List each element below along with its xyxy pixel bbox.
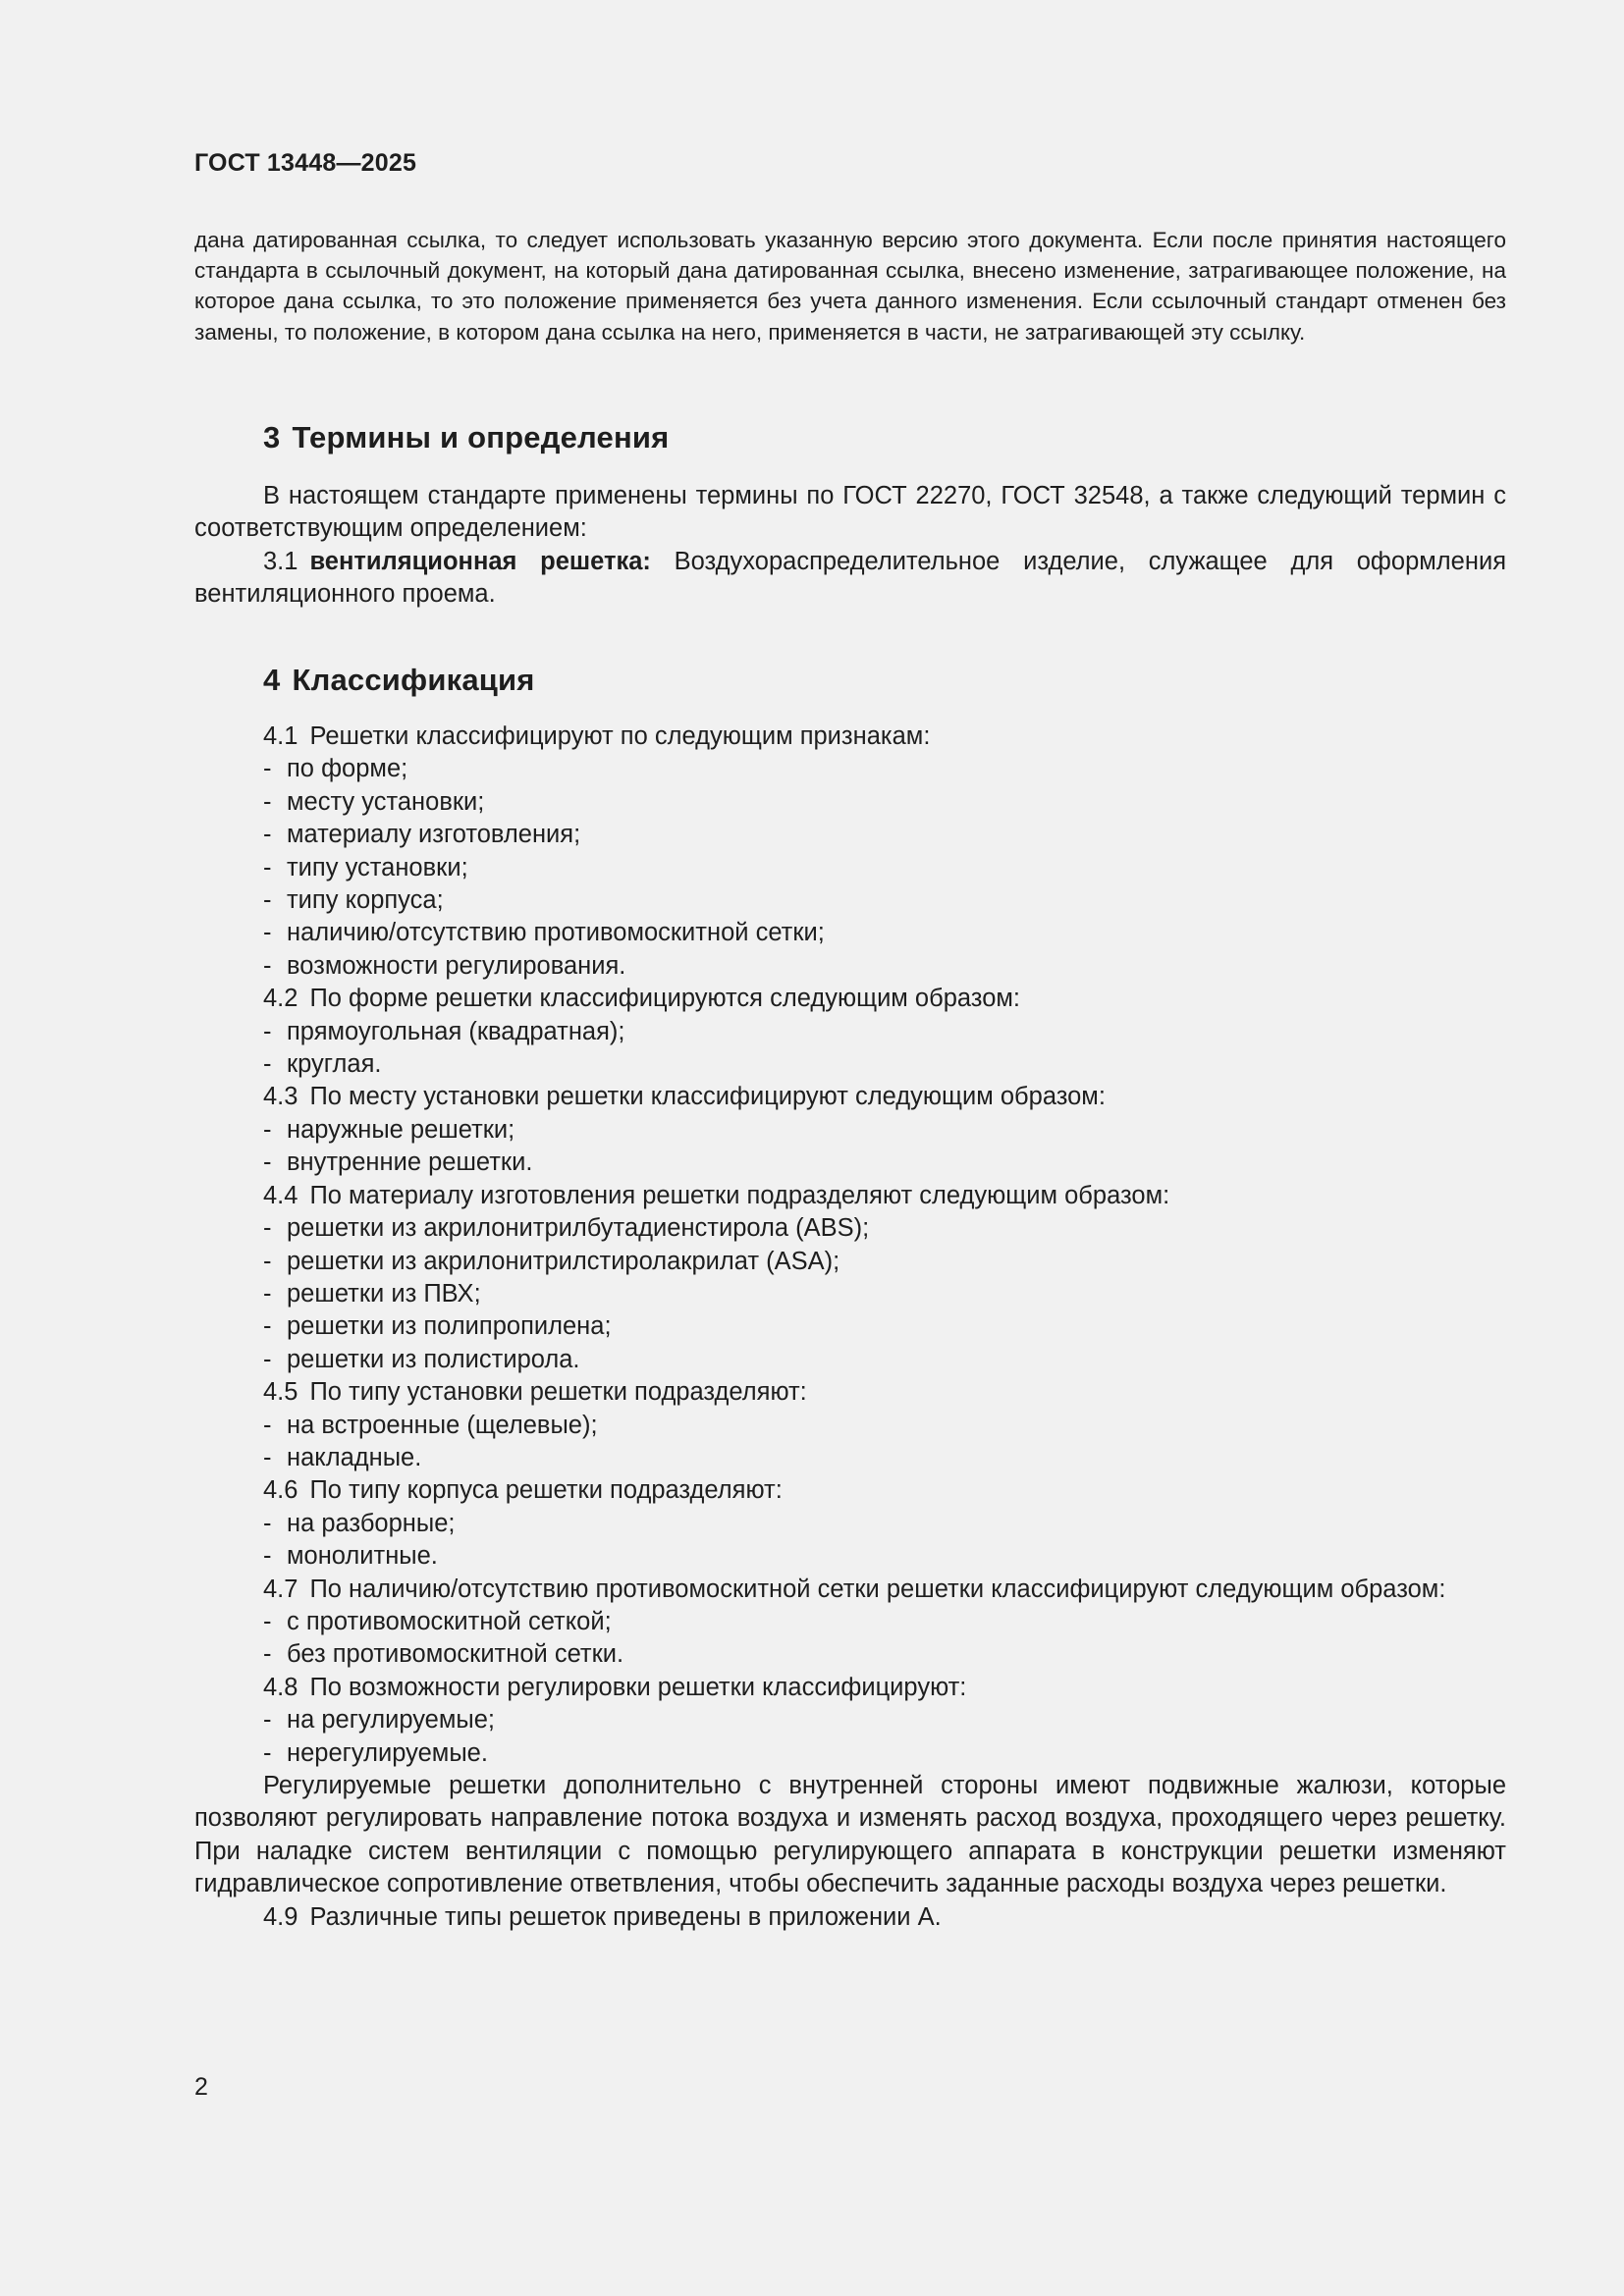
list-item [194, 1606, 1506, 1638]
list-item-text: решетки из полипропилена; [287, 1312, 612, 1341]
list-dash: - [263, 1411, 272, 1439]
term-3-1 [194, 546, 1506, 612]
clause-4-6 [194, 1474, 1506, 1507]
list-item [194, 1278, 1506, 1310]
clause-4-7 [194, 1574, 1506, 1606]
document-header: ГОСТ 13448—2025 [194, 149, 417, 177]
list-item-text: решетки из акрилонитрилстиролакрилат (ASA); [287, 1247, 840, 1275]
list-item [194, 884, 1506, 917]
list-item-text: внутренние решетки. [287, 1148, 533, 1177]
clause-4-8 [194, 1672, 1506, 1704]
clause-4-3 [194, 1081, 1506, 1113]
list-dash: - [263, 1443, 272, 1471]
clause-4-2-number: 4.2 [263, 985, 298, 1013]
list-item-text: решетки из ПВХ; [287, 1279, 481, 1308]
list-item [194, 1212, 1506, 1245]
list-item [194, 1508, 1506, 1540]
list-item [194, 1048, 1506, 1081]
list-item-text: на встроенные (щелевые); [287, 1411, 598, 1439]
intro-paragraph [194, 225, 1506, 347]
list-dash: - [263, 787, 272, 816]
list-item [194, 1246, 1506, 1278]
clause-4-8-number: 4.8 [263, 1673, 298, 1701]
clause-4-1-number: 4.1 [263, 722, 298, 750]
list-item-text: наличию/отсутствию противомоскитной сетки; [287, 919, 825, 947]
list-item-text: накладные. [287, 1443, 422, 1471]
list-item-text: материалу изготовления; [287, 821, 581, 849]
clause-4-3-number: 4.3 [263, 1083, 298, 1111]
clause-4-1 [194, 721, 1506, 753]
clause-4-6-number: 4.6 [263, 1476, 298, 1505]
list-item [194, 1638, 1506, 1671]
list-item-text: решетки из акрилонитрилбутадиенстирола (ABS); [287, 1214, 870, 1243]
list-dash: - [263, 1607, 272, 1635]
clause-4-5 [194, 1376, 1506, 1409]
list-item [194, 1114, 1506, 1147]
list-item-text: по форме; [287, 755, 408, 783]
list-item [194, 1147, 1506, 1179]
section-3-heading [263, 420, 669, 455]
list-item [194, 753, 1506, 785]
list-item [194, 950, 1506, 983]
clause-4-3-text: По месту установки решетки классифицируют следующим образом: [309, 1083, 1106, 1111]
list-item [194, 1737, 1506, 1770]
clause-4-4-number: 4.4 [263, 1181, 298, 1209]
list-dash: - [263, 1706, 272, 1735]
list-item-text: типу корпуса; [287, 886, 444, 915]
list-dash: - [263, 821, 272, 849]
list-dash: - [263, 1312, 272, 1341]
list-dash: - [263, 1115, 272, 1144]
clause-4-8-text: По возможности регулировки решетки классифицируют: [309, 1673, 967, 1701]
clause-4-9-text: Различные типы решеток приведены в приложении А. [309, 1902, 942, 1931]
clause-4-9 [194, 1901, 1506, 1934]
clause-4-4 [194, 1180, 1506, 1212]
clause-4-6-text: По типу корпуса решетки подразделяют: [309, 1476, 783, 1505]
clause-4-7-text: По наличию/отсутствию противомоскитной сетки решетки классифицируют следующим образом: [309, 1575, 1446, 1603]
intro-text: дана датированная ссылка, то следует использовать указанную версию этого документа. Если после принятия настоящего стандарта в ссылочный документ, на который дана датированная ссылка, внесено изменение, затрагивающее положение, на которое дана ссылка, то это положение применяется без учета данного изменения. Если ссылочный стандарт отменен без замены, то положение, в котором дана ссылка на него, применяется в части, не затрагивающей эту ссылку. [194, 228, 1506, 345]
list-item [194, 917, 1506, 949]
clause-4-5-number: 4.5 [263, 1378, 298, 1407]
clause-4-2 [194, 983, 1506, 1015]
list-dash: - [263, 919, 272, 947]
section-3-body [194, 480, 1506, 612]
list-dash: - [263, 1345, 272, 1373]
section-4-number: 4 [263, 663, 281, 697]
list-item-text: монолитные. [287, 1542, 438, 1571]
clause-4-5-text: По типу установки решетки подразделяют: [309, 1378, 807, 1407]
list-item [194, 1540, 1506, 1573]
list-dash: - [263, 1050, 272, 1079]
list-item-text: с противомоскитной сеткой; [287, 1607, 612, 1635]
list-dash: - [263, 1738, 272, 1767]
list-dash: - [263, 755, 272, 783]
list-item [194, 1442, 1506, 1474]
list-dash: - [263, 1247, 272, 1275]
list-dash: - [263, 1148, 272, 1177]
term-3-1-number: 3.1 [263, 547, 298, 575]
clause-4-2-text: По форме решетки классифицируются следующим образом: [309, 985, 1020, 1013]
term-3-1-name: вентиляционная решетка: [309, 547, 651, 575]
list-dash: - [263, 1640, 272, 1669]
list-item-text: возможности регулирования. [287, 951, 626, 980]
clause-4-4-text: По материалу изготовления решетки подразделяют следующим образом: [309, 1181, 1170, 1209]
list-item-text: на разборные; [287, 1509, 456, 1537]
list-dash: - [263, 1509, 272, 1537]
clause-4-8-paragraph: Регулируемые решетки дополнительно с внутренней стороны имеют подвижные жалюзи, которые позволяют регулировать направление потока воздуха и изменять расход воздуха, проходящего через решетку. При наладке систем вентиляции с помощью регулирующего аппарата в конструкции решетки изменяют гидравлическое сопротивление ответвления, чтобы обеспечить заданные расходы воздуха через решетки. [194, 1772, 1506, 1898]
list-item [194, 1704, 1506, 1736]
clause-4-9-number: 4.9 [263, 1902, 298, 1931]
list-item-text: типу установки; [287, 853, 468, 881]
list-item [194, 786, 1506, 819]
list-dash: - [263, 1214, 272, 1243]
page-number: 2 [194, 2073, 208, 2101]
list-dash: - [263, 951, 272, 980]
list-item-text: без противомоскитной сетки. [287, 1640, 624, 1669]
list-item-text: месту установки; [287, 787, 485, 816]
list-item-text: прямоугольная (квадратная); [287, 1017, 625, 1045]
list-dash: - [263, 1017, 272, 1045]
section-3-paragraph: В настоящем стандарте применены термины по ГОСТ 22270, ГОСТ 32548, а также следующий термин с соответствующим определением: [194, 482, 1506, 543]
list-item [194, 1016, 1506, 1048]
list-item [194, 1410, 1506, 1442]
list-item-text: круглая. [287, 1050, 382, 1079]
term-3-1-definition: Воздухораспределительное изделие, служащее для оформления вентиляционного проема. [194, 547, 1506, 609]
list-dash: - [263, 1542, 272, 1571]
section-4-body [194, 721, 1506, 1934]
list-dash: - [263, 886, 272, 915]
list-item-text: наружные решетки; [287, 1115, 515, 1144]
list-item [194, 1310, 1506, 1343]
list-item [194, 1344, 1506, 1376]
section-3-number: 3 [263, 420, 281, 454]
list-dash: - [263, 1279, 272, 1308]
section-4-heading [263, 663, 535, 698]
section-4-title: Классификация [292, 663, 535, 697]
list-item [194, 852, 1506, 884]
list-item-text: нерегулируемые. [287, 1738, 488, 1767]
section-3-title: Термины и определения [292, 420, 670, 454]
list-item-text: на регулируемые; [287, 1706, 495, 1735]
list-item-text: решетки из полистирола. [287, 1345, 580, 1373]
list-dash: - [263, 853, 272, 881]
clause-4-1-text: Решетки классифицируют по следующим признакам: [309, 722, 931, 750]
clause-4-7-number: 4.7 [263, 1575, 298, 1603]
list-item [194, 819, 1506, 851]
